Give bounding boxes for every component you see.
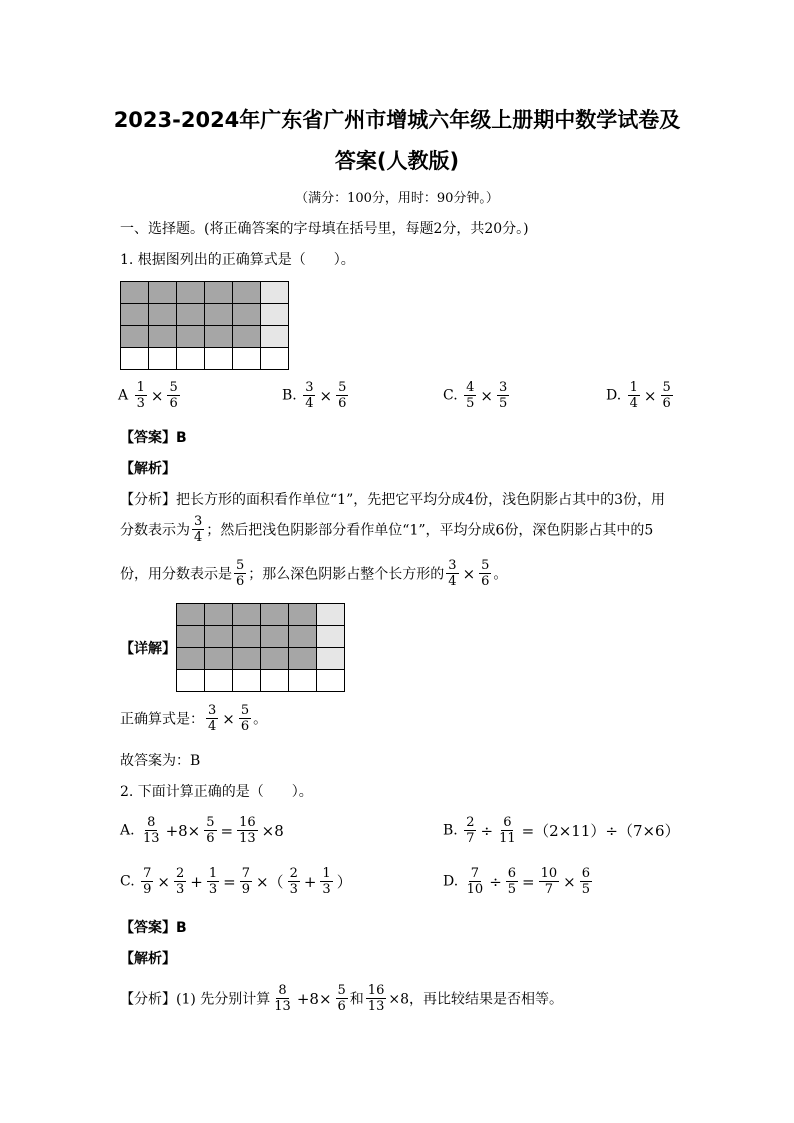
grid-cell xyxy=(149,348,177,370)
grid-cell xyxy=(177,348,205,370)
analysis-tag-2: 【解析】 xyxy=(120,951,176,967)
grid-cell xyxy=(121,348,149,370)
grid-cell xyxy=(317,626,345,648)
grid-cell xyxy=(261,348,289,370)
grid-cell xyxy=(177,626,205,648)
question-2-stem: 2. 下面计算正确的是（ ）。 xyxy=(120,784,313,800)
grid-cell xyxy=(289,670,317,692)
analysis-text-line2: 分数表示为 $\frac{3}{4}$ ；然后把浅色阴影部分看作单位“1”，平均分成6份，深色阴影占其中的5 xyxy=(120,514,654,545)
question-1-option-d[interactable]: D. $\frac{1}{4}$ × $\frac{5}{6}$ xyxy=(606,380,671,411)
question-2-option-b[interactable]: B. $\frac{2}{7}$ ÷ $\frac{6}{11}$ =（2×11）÷（7×6） xyxy=(443,815,680,846)
analysis-text-line1: 【分析】把长方形的面积看作单位“1”，先把它平均分成4份，浅色阴影占其中的3份，用 xyxy=(120,492,666,508)
grid-cell xyxy=(205,604,233,626)
option-label: B. xyxy=(282,387,297,404)
question-1-option-a[interactable]: A $\frac{1}{3}$ × $\frac{5}{6}$ xyxy=(118,380,178,411)
grid-cell xyxy=(177,648,205,670)
option-label: D. xyxy=(606,387,622,404)
grid-cell xyxy=(233,648,261,670)
grid-cell xyxy=(233,604,261,626)
grid-cell xyxy=(261,326,289,348)
grid-cell xyxy=(317,648,345,670)
final-answer: 故答案为：B xyxy=(120,753,201,769)
grid-cell xyxy=(261,604,289,626)
grid-cell xyxy=(233,348,261,370)
option-label: A xyxy=(118,387,129,404)
grid-cell xyxy=(261,626,289,648)
grid-cell xyxy=(261,304,289,326)
grid-cell xyxy=(177,670,205,692)
grid-cell xyxy=(261,282,289,304)
analysis-2-text: 【分析】(1) 先分别计算 $\frac{8}{13}$ +8× $\frac{5}{6}$ 和 $\frac{16}{13}$ ×8，再比较结果是否相等。 xyxy=(120,983,563,1014)
grid-cell xyxy=(261,670,289,692)
grid-cell xyxy=(205,626,233,648)
grid-cell xyxy=(149,326,177,348)
question-1-option-c[interactable]: C. $\frac{4}{5}$ × $\frac{3}{5}$ xyxy=(443,380,508,411)
analysis-text-line3: 份，用分数表示是 $\frac{5}{6}$ ；那么深色阴影占整个长方形的 $\frac{3}{4}$ × $\frac{5}{6}$ 。 xyxy=(120,558,508,589)
grid-cell xyxy=(205,282,233,304)
grid-cell xyxy=(233,326,261,348)
grid-cell xyxy=(205,304,233,326)
grid-cell xyxy=(205,348,233,370)
grid-cell xyxy=(177,304,205,326)
grid-cell xyxy=(121,282,149,304)
page-title-line1: 2023-2024年广东省广州市增城六年级上册期中数学试卷及 xyxy=(113,108,681,132)
grid-cell xyxy=(177,282,205,304)
grid-cell xyxy=(289,626,317,648)
question-2-option-a[interactable]: A. $\frac{8}{13}$ +8× $\frac{5}{6}$ = $\frac{16}{13}$ ×8 xyxy=(120,815,284,846)
option-label: C. xyxy=(443,387,458,404)
analysis-tag: 【解析】 xyxy=(120,461,176,477)
grid-cell xyxy=(317,604,345,626)
grid-cell xyxy=(289,648,317,670)
section-heading: 一、选择题。(将正确答案的字母填在括号里，每题2分，共20分。) xyxy=(120,221,529,237)
grid-cell xyxy=(121,304,149,326)
grid-cell xyxy=(233,670,261,692)
grid-cell xyxy=(177,604,205,626)
grid-cell xyxy=(205,326,233,348)
answer-tag-2: 【答案】B xyxy=(120,920,187,936)
grid-cell xyxy=(233,282,261,304)
grid-cell xyxy=(233,304,261,326)
grid-cell xyxy=(121,326,149,348)
page-subtitle: （满分：100分，用时：90分钟。） xyxy=(295,191,499,206)
grid-cell xyxy=(289,604,317,626)
grid-cell xyxy=(317,670,345,692)
question-1-grid xyxy=(120,281,289,370)
grid-cell xyxy=(177,326,205,348)
question-2-option-d[interactable]: D. $\frac{7}{10}$ ÷ $\frac{6}{5}$ = $\frac{10}{7}$ × $\frac{6}{5}$ xyxy=(443,866,591,897)
grid-cell xyxy=(205,648,233,670)
question-1-stem: 1. 根据图列出的正确算式是（ ）。 xyxy=(120,252,355,268)
grid-cell xyxy=(205,670,233,692)
detail-grid xyxy=(176,603,345,692)
grid-cell xyxy=(149,304,177,326)
grid-cell xyxy=(233,626,261,648)
grid-cell xyxy=(261,648,289,670)
question-1-option-b[interactable]: B. $\frac{3}{4}$ × $\frac{5}{6}$ xyxy=(282,380,347,411)
grid-cell xyxy=(149,282,177,304)
detail-tag: 【详解】 xyxy=(120,641,176,657)
correct-formula: 正确算式是： $\frac{3}{4}$ × $\frac{5}{6}$ 。 xyxy=(120,703,268,734)
page-title-line2: 答案(人教版) xyxy=(334,149,460,173)
answer-tag: 【答案】B xyxy=(120,430,187,446)
question-2-option-c[interactable]: C. $\frac{7}{9}$ × $\frac{2}{3}$ + $\frac{1}{3}$ = $\frac{7}{9}$ ×（ $\frac{2}{3}$ + $\frac{1}{3}$ ） xyxy=(120,866,352,897)
